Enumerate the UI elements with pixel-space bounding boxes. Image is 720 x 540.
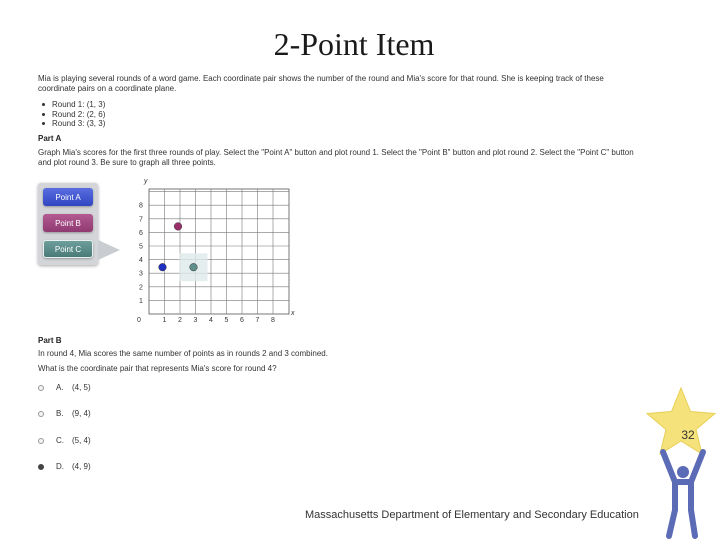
y-tick-label: 1 xyxy=(139,297,143,305)
option-b-radio[interactable] xyxy=(38,411,44,417)
x-tick-label: 3 xyxy=(193,317,198,323)
part-b-text: In round 4, Mia scores the same number of points as in rounds 2 and 3 combined. xyxy=(38,349,328,358)
point-button-panel xyxy=(38,183,98,265)
y-axis-label: y xyxy=(144,178,148,185)
x-tick-label: 5 xyxy=(224,317,229,323)
y-tick-label: 8 xyxy=(139,202,143,210)
option-b-letter: B. xyxy=(56,409,64,418)
option-a-radio[interactable] xyxy=(38,385,44,391)
option-a-letter: A. xyxy=(56,383,64,392)
plotted-point-a[interactable] xyxy=(159,263,167,271)
option-d-letter: D. xyxy=(56,462,64,471)
x-tick-label: 8 xyxy=(271,317,275,323)
part-a-heading: Part A xyxy=(38,134,62,143)
point-a-button[interactable]: Point A xyxy=(43,188,93,206)
round-1: Round 1: (1, 3) xyxy=(38,100,105,110)
point-c-button[interactable]: Point C xyxy=(43,240,93,258)
option-b[interactable] xyxy=(38,409,91,418)
option-c-radio[interactable] xyxy=(38,438,44,444)
y-tick-label: 3 xyxy=(139,270,143,278)
item-intro: Mia is playing several rounds of a word game. Each coordinate pair shows the number of the round and Mia's score for that round. She is keeping track of these coordinate pairs on a coordinate plane. xyxy=(38,74,604,93)
option-a[interactable] xyxy=(38,383,91,392)
x-tick-label: 1 xyxy=(162,317,167,323)
plotted-point-c[interactable] xyxy=(190,263,198,271)
option-d-radio[interactable] xyxy=(38,464,44,470)
part-b-heading: Part B xyxy=(38,336,62,345)
part-b-question: What is the coordinate pair that represents Mia's score for round 4? xyxy=(38,364,277,373)
option-d-text: (4, 9) xyxy=(72,462,91,471)
round-3: Round 3: (3, 3) xyxy=(38,119,105,129)
option-c[interactable] xyxy=(38,436,91,445)
y-tick-label: 6 xyxy=(139,229,143,237)
slide-title: 2-Point Item xyxy=(273,26,435,62)
y-tick-label: 7 xyxy=(139,216,143,224)
option-a-text: (4, 5) xyxy=(72,383,91,392)
star-icon xyxy=(647,388,715,454)
part-a-instructions: Graph Mia's scores for the first three rounds of play. Select the "Point A" button and plot round 1. Select the "Point B" button and plot round 2. Select the "Point C" button and plot round 3. Be sure to graph all three points. xyxy=(38,148,634,167)
rounds-list xyxy=(38,100,105,129)
x-tick-label: 4 xyxy=(209,317,213,323)
footer-organization: Massachusetts Department of Elementary and Secondary Education xyxy=(305,509,639,521)
person-figure-icon xyxy=(663,452,703,536)
option-b-text: (9, 4) xyxy=(72,409,91,418)
selected-button-pointer xyxy=(98,240,120,260)
x-tick-label: 6 xyxy=(240,317,244,323)
option-c-letter: C. xyxy=(56,436,64,445)
round-2: Round 2: (2, 6) xyxy=(38,110,105,120)
y-tick-label: 5 xyxy=(139,243,143,251)
slide-number: 32 xyxy=(681,428,695,442)
x-tick-label: 2 xyxy=(178,317,182,323)
x-tick-label: 0 xyxy=(137,317,141,323)
y-tick-label: 2 xyxy=(139,284,143,292)
point-b-button[interactable]: Point B xyxy=(43,214,93,232)
x-axis-label: x xyxy=(291,310,295,317)
grid-background xyxy=(149,189,289,314)
option-c-text: (5, 4) xyxy=(72,436,91,445)
y-tick-label: 4 xyxy=(139,257,143,265)
star-figure-logo xyxy=(645,386,717,540)
x-tick-label: 7 xyxy=(255,317,260,323)
option-d[interactable] xyxy=(38,462,91,471)
plotted-point-b[interactable] xyxy=(174,223,182,231)
coordinate-plane[interactable] xyxy=(134,175,304,323)
